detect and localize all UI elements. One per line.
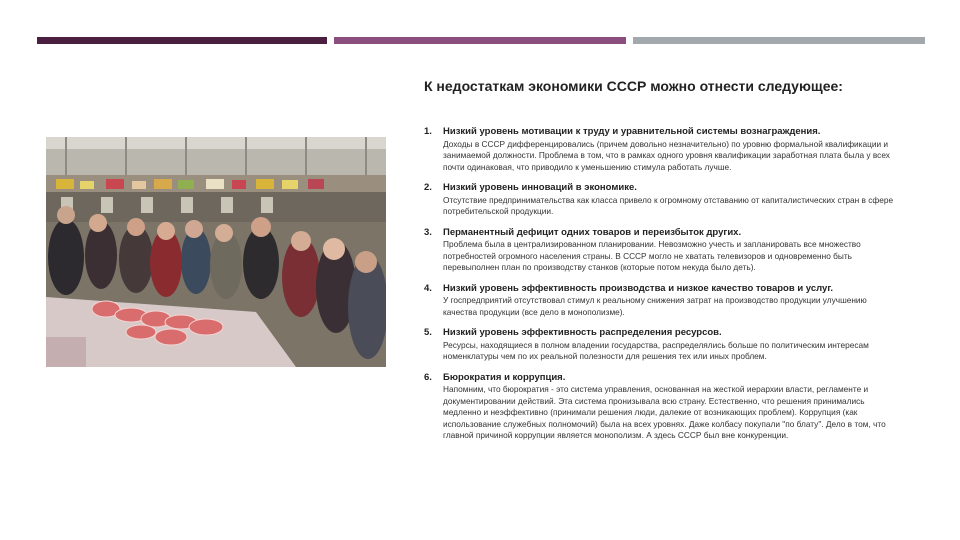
item-title: Бюрократия и коррупция. [443,371,566,383]
item-number: 1. [424,126,432,137]
item-number: 6. [424,371,432,383]
item-title: Низкий уровень мотивации к труду и уравнительной системы вознаграждения. [443,126,821,137]
shortcomings-list [424,126,894,451]
item-number: 4. [424,282,432,294]
page-title: К недостаткам экономики СССР можно отнести следующее: [424,78,843,94]
list-item [424,372,894,442]
list-item [424,227,894,274]
decor-bar-3 [633,37,925,44]
item-description: У госпредприятий отсутствовал стимул к реальному снижения затрат на производство продукции улучшению качества продукции (все дело в монополизме). [443,295,867,317]
item-description: Ресурсы, находящиеся в полном владении государства, распределялись больше по политическим интересам номенклатуры чем по их реальной полезности для решения тех или иных проблем. [443,339,869,361]
list-item [424,182,894,218]
item-title: Перманентный дефицит одних товаров и переизбыток других. [443,226,742,238]
list-item [424,283,894,319]
item-description: Напомним, что бюрократия - это система управления, основанная на жесткой иерархии власти, регламенте и документировании действий. Эта система пронизывала всю страну. Естественно, что решения принимались медленно и неэффективно (принимали решения люди, далекие от возникающих проблем). Коррупция (как использование служебных полномочий) была на всех уровнях. Даже колбасу покупали "по блату". Дело в том, что главной причиной коррупции является монополизм. А здесь СССР был вне конкуренции. [443,384,886,440]
item-description: Отсутствие предпринимательства как класса привело к огромному отставанию от капиталистических стран в сфере потребительской продукции. [443,194,894,216]
item-description: Проблема была в централизированном планировании. Невозможно учесть и запланировать все множество потребностей огромного населения страны. В СССР могло не хватать телевизоров и одновременно быть перевыполнен план по производству станков (которые потом некуда было деть). [443,239,861,272]
item-title: Низкий уровень эффективность распределения ресурсов. [443,327,722,338]
market-crowd-photo [46,137,386,367]
list-item [424,327,894,363]
decor-bar-2 [334,37,626,44]
item-number: 5. [424,327,432,338]
item-number: 3. [424,226,432,238]
item-number: 2. [424,182,432,193]
item-title: Низкий уровень эффективность производства и низкое качество товаров и услуг. [443,282,833,294]
decor-bar-1 [37,37,327,44]
item-description: Доходы в СССР дифференцировались (причем довольно незначительно) по уровню формальной квалификации и занимаемой должности. Проблема в том, что в рамках одного уровня квалификации заработная плата была у всех почти одинаковая, что приводило к уменьшению стимула работать лучше. [443,138,890,172]
list-item [424,126,894,173]
item-title: Низкий уровень инноваций в экономике. [443,182,637,193]
